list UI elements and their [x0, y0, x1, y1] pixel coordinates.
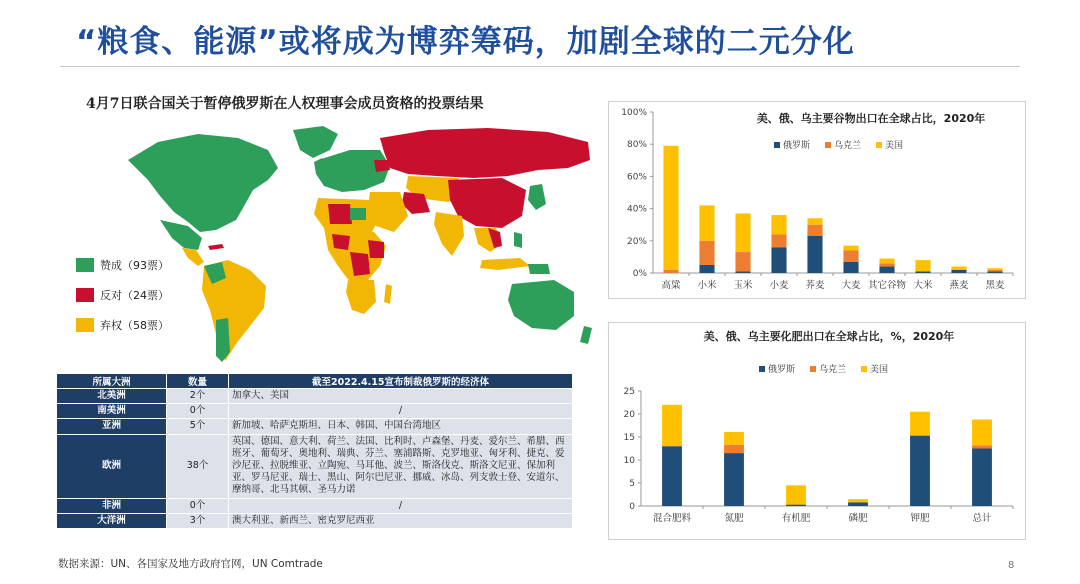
bar-segment: [848, 502, 868, 506]
map-region-cuba: [208, 244, 224, 250]
bar-segment: [972, 445, 992, 448]
map-region-mali-cameroon: [332, 234, 350, 250]
table-row: [57, 419, 573, 434]
legend-swatch: [759, 366, 765, 372]
bar-segment: [915, 271, 930, 273]
map-region-japan-korea: [528, 184, 546, 210]
legend-item-yes: [76, 256, 169, 274]
map-region-papua: [528, 264, 550, 274]
bar-segment: [786, 485, 806, 504]
legend-label-yes: 赞成（93票）: [100, 259, 169, 272]
legend-swatch: [876, 142, 882, 148]
bar-segment: [843, 246, 858, 251]
map-region-liberia-libya: [350, 208, 366, 220]
table-row: [57, 513, 573, 528]
x-tick-label: 高粱: [661, 280, 681, 291]
map-region-ethiopia: [368, 240, 384, 258]
legend-label: 俄罗斯: [783, 141, 811, 151]
legend-label: 俄罗斯: [768, 365, 796, 375]
table-cell-continent: 亚洲: [57, 419, 167, 434]
y-tick-label: 15: [623, 433, 635, 443]
map-region-philippines: [514, 232, 522, 248]
bar-segment: [771, 215, 786, 234]
bar-segment: [735, 213, 750, 252]
bar-segment: [735, 252, 750, 271]
legend-label-no: 反对（24票）: [100, 289, 169, 302]
table-cell-count: 0个: [167, 404, 229, 419]
map-title: 4月7日联合国关于暂停俄罗斯在人权理事会成员资格的投票结果: [86, 96, 484, 112]
table-cell-count: 5个: [167, 419, 229, 434]
map-region-madagascar: [384, 284, 392, 304]
bar-segment: [807, 218, 822, 224]
bar-segment: [848, 499, 868, 502]
map-region-india: [434, 212, 464, 256]
bar-segment: [987, 268, 1002, 270]
table-header-count: 数量: [167, 374, 229, 389]
y-tick-label: 10: [623, 456, 635, 466]
bar-segment: [879, 259, 894, 264]
legend-swatch: [774, 142, 780, 148]
y-tick-label: 100%: [621, 108, 647, 118]
bar-segment: [843, 262, 858, 273]
legend-swatch-no: [76, 288, 94, 302]
page-number: 8: [1008, 560, 1015, 571]
map-region-belarus: [374, 160, 390, 172]
legend-swatch: [825, 142, 831, 148]
map-region-central-america: [182, 248, 204, 266]
x-tick-label: 荞麦: [805, 280, 825, 291]
bar-segment: [987, 270, 1002, 272]
data-source-note: 数据来源：UN、各国家及地方政府官网，UN Comtrade: [58, 558, 323, 570]
legend-swatch: [861, 366, 867, 372]
title-divider: [60, 66, 1020, 67]
page-title: “粮食、能源”或将成为博弈筹码，加剧全球的二元分化: [76, 24, 855, 60]
table-cell-economies: /: [229, 498, 573, 513]
legend-item-no: [76, 286, 169, 304]
x-tick-label: 小米: [697, 280, 717, 291]
table-cell-continent: 非洲: [57, 498, 167, 513]
legend-label-abstain: 弃权（58票）: [100, 319, 169, 332]
y-tick-label: 40%: [626, 204, 647, 215]
world-vote-map: [118, 120, 596, 370]
sanctions-table: [56, 373, 573, 529]
bar-segment: [910, 436, 930, 506]
y-tick-label: 60%: [626, 172, 647, 183]
legend-item-abstain: [76, 316, 169, 334]
grain-export-chart: [609, 102, 1025, 298]
table-header-economies: 截至2022.4.15宣布制裁俄罗斯的经济体: [229, 374, 573, 389]
chart-title: 美、俄、乌主要谷物出口在全球占比，2020年: [756, 112, 986, 125]
bar-segment: [951, 270, 966, 273]
map-region-indonesia: [480, 258, 530, 270]
bar-segment: [663, 146, 678, 270]
fertilizer-chart-panel: [608, 322, 1026, 540]
x-tick-label: 其它谷物: [867, 280, 907, 291]
table-row: [57, 389, 573, 404]
map-region-north-america: [128, 134, 278, 232]
x-tick-label: 小麦: [769, 280, 789, 291]
x-tick-label: 钾肥: [910, 513, 930, 524]
x-tick-label: 总计: [972, 513, 992, 524]
y-tick-label: 5: [629, 479, 635, 489]
table-header-row: [57, 374, 573, 389]
map-region-greenland: [293, 126, 338, 158]
chart-title: 美、俄、乌主要化肥出口在全球占比，%，2020年: [703, 330, 955, 343]
map-region-africa-south: [346, 280, 376, 314]
bar-segment: [951, 267, 966, 270]
x-tick-label: 磷肥: [848, 513, 868, 524]
x-tick-label: 燕麦: [949, 280, 969, 291]
table-cell-economies: 新加坡、哈萨克斯坦、日本、韩国、中国台湾地区: [229, 419, 573, 434]
table-cell-count: 3个: [167, 513, 229, 528]
table-cell-continent: 北美洲: [57, 389, 167, 404]
bar-segment: [807, 236, 822, 273]
legend-swatch: [810, 366, 816, 372]
bar-segment: [972, 420, 992, 446]
table-cell-continent: 南美洲: [57, 404, 167, 419]
legend-swatch-abstain: [76, 318, 94, 332]
bar-segment: [663, 270, 678, 273]
map-region-algeria: [328, 204, 352, 224]
x-tick-label: 混合肥料: [652, 513, 692, 524]
table-row: [57, 404, 573, 419]
bar-segment: [987, 271, 1002, 273]
y-tick-label: 0: [629, 502, 635, 512]
x-tick-label: 玉米: [733, 280, 753, 291]
bar-segment: [771, 234, 786, 247]
bar-segment: [910, 412, 930, 436]
y-tick-label: 20: [623, 410, 635, 420]
table-row: [57, 498, 573, 513]
bar-segment: [879, 267, 894, 273]
bar-segment: [724, 445, 744, 453]
table-cell-count: 0个: [167, 498, 229, 513]
bar-segment: [662, 446, 682, 506]
y-tick-label: 20%: [626, 236, 647, 247]
y-tick-label: 25: [623, 387, 635, 397]
table-cell-count: 38个: [167, 434, 229, 498]
y-tick-label: 80%: [626, 140, 647, 151]
legend-label: 美国: [870, 365, 889, 375]
legend-label: 乌克兰: [834, 141, 862, 151]
bar-segment: [735, 271, 750, 273]
legend-swatch-yes: [76, 258, 94, 272]
table-header-continent: 所属大洲: [57, 374, 167, 389]
bar-segment: [699, 205, 714, 240]
bar-segment: [699, 265, 714, 273]
bar-segment: [879, 263, 894, 266]
table-cell-economies: /: [229, 404, 573, 419]
bar-segment: [807, 225, 822, 236]
table-cell-continent: 欧洲: [57, 434, 167, 498]
legend-label: 乌克兰: [819, 365, 847, 375]
x-tick-label: 黑麦: [985, 280, 1005, 291]
bar-segment: [843, 250, 858, 261]
map-region-australia: [508, 280, 574, 330]
x-tick-label: 大米: [913, 280, 933, 291]
legend-label: 美国: [885, 141, 904, 151]
fertilizer-export-chart: [609, 323, 1025, 539]
bar-segment: [662, 405, 682, 446]
grain-chart-panel: [608, 101, 1026, 299]
table-cell-economies: 澳大利亚、新西兰、密克罗尼西亚: [229, 513, 573, 528]
table-row: [57, 434, 573, 498]
y-tick-label: 0%: [632, 269, 647, 279]
bar-segment: [972, 449, 992, 507]
table-cell-continent: 大洋洲: [57, 513, 167, 528]
map-region-new-zealand: [580, 326, 592, 344]
table-cell-economies: 英国、德国、意大利、荷兰、法国、比利时、卢森堡、丹麦、爱尔兰、希腊、西班牙、葡萄牙、奥地利、瑞典、芬兰、塞浦路斯、克罗地亚、匈牙利、捷克、爱沙尼亚、拉脱维亚、立陶宛、马耳他、波兰、斯洛伐克、斯洛文尼亚、保加利亚、罗马尼亚、瑞士、黑山、阿尔巴尼亚、挪威、冰岛、列支敦士登、安道尔、摩纳哥、北马其顿、圣马力诺: [229, 434, 573, 498]
bar-segment: [771, 247, 786, 273]
bar-segment: [699, 241, 714, 265]
bar-segment: [915, 260, 930, 271]
table-cell-economies: 加拿大、美国: [229, 389, 573, 404]
map-region-russia: [380, 128, 590, 178]
map-legend: [76, 256, 169, 346]
x-tick-label: 有机肥: [781, 513, 811, 524]
x-tick-label: 氮肥: [724, 513, 744, 524]
bar-segment: [724, 432, 744, 445]
table-cell-count: 2个: [167, 389, 229, 404]
x-tick-label: 大麦: [841, 280, 861, 291]
bar-segment: [786, 505, 806, 506]
bar-segment: [724, 453, 744, 506]
